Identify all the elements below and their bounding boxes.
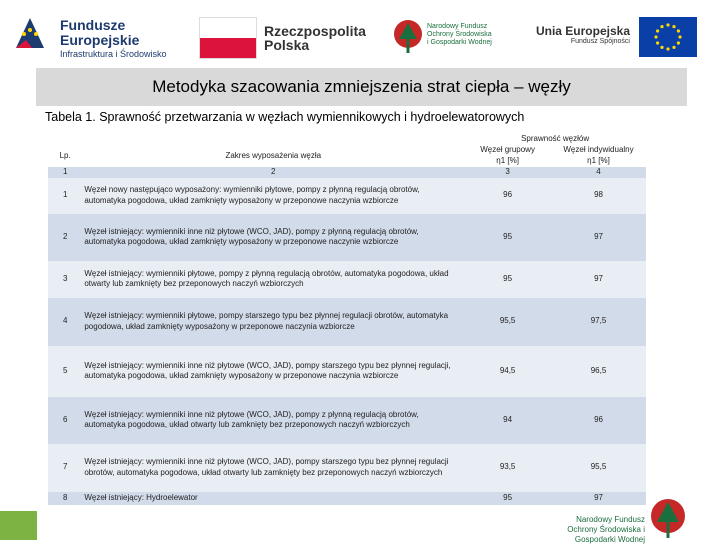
row-description: Węzeł istniejący: wymienniki inne niż płytowe (WCO, JAD), pompy starszego typu bez płynnej regulacji obrotów, automatyka pogodowa, układ otwarty lub zamknięty bez przeponowych naczyń wzbiorczych [82,444,464,492]
header-spacer-desc [82,133,464,145]
row-group-value: 95 [464,261,551,298]
header-group-label: Sprawność węzłów [464,133,646,145]
ue-line2: Fundusz Spójności [570,38,630,45]
row-lp: 6 [48,397,82,444]
slide-title: Metodyka szacowania zmniejszenia strat ciepła – węzły [152,77,571,96]
table-row [48,492,646,505]
ue-line1: Unia Europejska [535,24,630,38]
numbering-cell: 1 [48,167,82,178]
nf-line3: i Gospodarki Wodnej [427,39,492,46]
nfosigw-text [427,23,492,47]
footer-nfosigw-tree-icon [648,496,688,540]
numbering-cell: 3 [464,167,551,178]
row-lp: 5 [48,346,82,397]
nf-line1: Narodowy Fundusz [427,23,488,30]
table-row [48,346,646,397]
row-individual-value: 97 [551,261,646,298]
rp-line2: Polska [264,37,310,53]
polish-flag-icon [199,17,257,59]
table-row [48,397,646,444]
row-lp: 1 [48,178,82,214]
efficiency-table [48,133,646,505]
header-spacer-lp [48,133,82,145]
header-lp: Lp. [48,145,82,167]
row-lp: 3 [48,261,82,298]
row-individual-value: 97 [551,492,646,505]
row-individual-value: 97 [551,214,646,261]
row-description: Węzeł istniejący: wymienniki inne niż płytowe (WCO, JAD), pompy z płynną regulacją obrotów, automatyka pogodowa, układ otwarty lub zamknięty bez przeponowych naczyń wzbiorczych [82,397,464,444]
header-desc: Zakres wyposażenia węzła [82,145,464,167]
footer-nfosigw-text [545,515,645,545]
fe-line2: Europejskie [60,32,140,48]
row-lp: 4 [48,298,82,346]
footer-line1: Narodowy Fundusz [576,515,645,524]
row-individual-value: 96,5 [551,346,646,397]
row-lp: 7 [48,444,82,492]
table-row [48,214,646,261]
row-description: Węzeł istniejący: wymienniki płytowe, pompy starszego typu bez płynnej regulacji obrotów, automatyka pogodowa, układ zamknięty wyposażony w przeponowe naczynia wzbiorcze [82,298,464,346]
row-lp: 8 [48,492,82,505]
nf-line2: Ochrony Środowiska [427,31,492,38]
row-group-value: 94,5 [464,346,551,397]
footer-line2: Ochrony Środowiska i Gospodarki Wodnej [567,525,645,544]
fe-line1: Fundusze [60,17,126,33]
row-group-value: 95,5 [464,298,551,346]
table-row [48,298,646,346]
row-description: Węzeł istniejący: wymienniki inne niż płytowe (WCO, JAD), pompy z płynną regulacją obrotów, automatyka pogodowa, układ zamknięty wyposażony w przeponowe naczynie wzbiorcze [82,214,464,261]
nfosigw-tree-icon [393,17,423,57]
logo-strip [0,0,720,68]
footer-green-accent [0,511,37,540]
table-row [48,178,646,214]
numbering-row [48,167,646,178]
fundusze-europejskie-logo-icon [12,14,48,52]
rzeczpospolita-text [264,24,366,52]
row-individual-value: 95,5 [551,444,646,492]
table-caption: Tabela 1. Sprawność przetwarzania w węzłach wymiennikowych i hydroelewatorowych [45,110,525,124]
slide-title-bar [36,68,687,106]
numbering-cell: 2 [82,167,464,178]
numbering-cell: 4 [551,167,646,178]
fundusze-europejskie-text [60,18,210,60]
row-description: Węzeł istniejący: wymienniki płytowe, pompy z płynną regulacją obrotów, automatyka pogodowa, układ otwarty lub zamknięty bez przeponowych naczyń wzbiorczych [82,261,464,298]
table-row [48,261,646,298]
rp-line1: Rzeczpospolita [264,23,366,39]
header-individual-symbol: η1 [%] [551,156,646,167]
row-group-value: 94 [464,397,551,444]
row-group-value: 95 [464,214,551,261]
header-group-node: Węzeł grupowy [464,145,551,156]
row-lp: 2 [48,214,82,261]
row-group-value: 96 [464,178,551,214]
row-individual-value: 97,5 [551,298,646,346]
unia-europejska-text [530,25,630,45]
row-individual-value: 96 [551,397,646,444]
header-group-symbol: η1 [%] [464,156,551,167]
eu-flag-icon [639,17,697,57]
fe-line3: Infrastruktura i Środowisko [60,49,167,59]
row-group-value: 93,5 [464,444,551,492]
row-description: Węzeł nowy następująco wyposażony: wymienniki płytowe, pompy z płynną regulacją obrotów, automatyka pogodowa, układ zamknięty wyposażony w przeponowe naczynia wzbiorcze [82,178,464,214]
table-row [48,444,646,492]
row-individual-value: 98 [551,178,646,214]
header-individual-node: Węzeł indywidualny [551,145,646,156]
row-group-value: 95 [464,492,551,505]
row-description: Węzeł istniejący: wymienniki inne niż płytowe (WCO, JAD), pompy starszego typu bez płynnej regulacji, automatyka pogodowa, układ zamknięty wyposażony w przeponowe naczynia wzbiorcze [82,346,464,397]
row-description: Węzeł istniejący: Hydroelewator [82,492,464,505]
